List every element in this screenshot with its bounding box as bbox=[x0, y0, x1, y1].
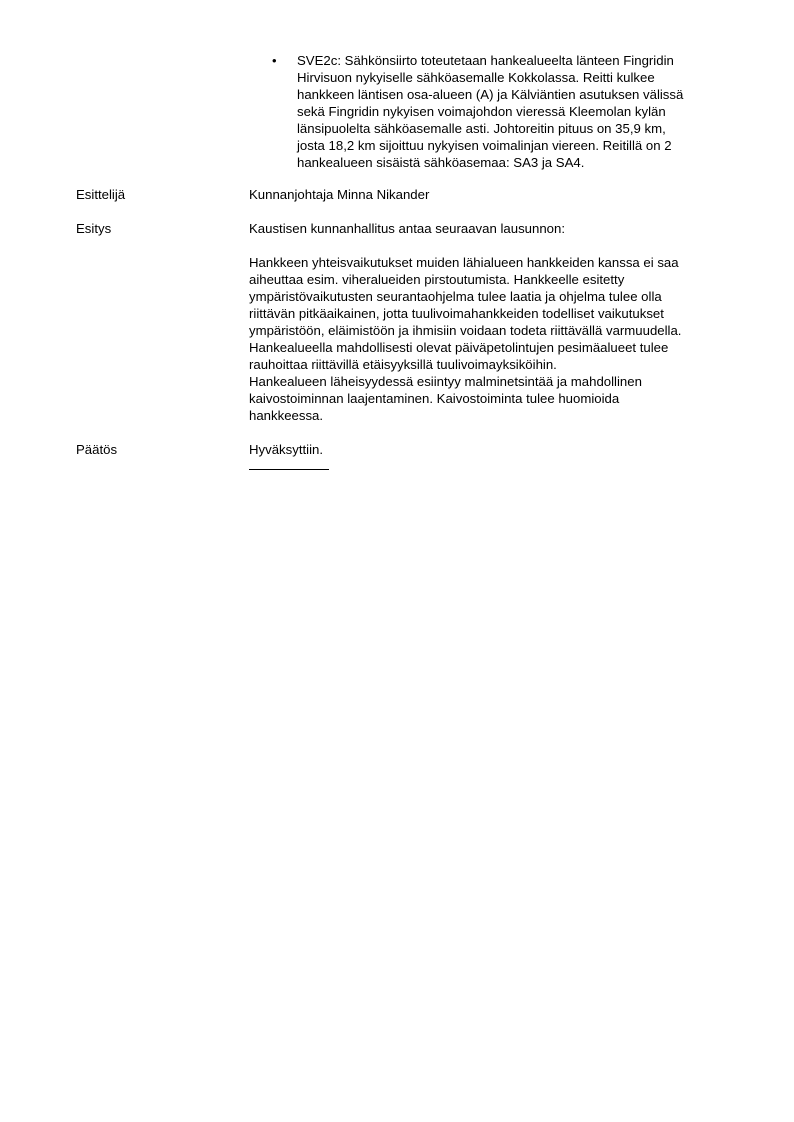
bullet-line: SVE2c: Sähkönsiirto toteutetaan hankealueelta länteen Fingridin bbox=[297, 53, 674, 68]
proposal-line: ympäristöön, eläimistöön ja ihmisiin voidaan todeta riittävällä varmuudella. bbox=[249, 323, 682, 338]
bullet-line: Hirvisuon nykyiselle sähköasemalle Kokkolassa. Reitti kulkee bbox=[297, 70, 655, 85]
proposal-line: riittävän pitkäaikainen, jotta tuulivoimahankkeiden todelliset vaikutukset bbox=[249, 306, 664, 321]
proposal-line: aiheuttaa esim. viheralueiden pirstoutumista. Hankkeelle esitetty bbox=[249, 272, 625, 287]
bullet-line: hankealueen sisäistä sähköasemaa: SA3 ja SA4. bbox=[297, 155, 585, 170]
proposal-line: Hankealueen läheisyydessä esiintyy malminetsintää ja mahdollinen bbox=[249, 374, 642, 389]
bullet-text bbox=[297, 52, 737, 171]
proposal-line: Hankealueella mahdollisesti olevat päiväpetolintujen pesimäalueet tulee bbox=[249, 340, 669, 355]
bullet-line: länsipuolelta sähköasemalle asti. Johtoreitin pituus on 35,9 km, bbox=[297, 121, 666, 136]
bullet-line: sekä Fingridin nykyisen voimajohdon vieressä Kleemolan kylän bbox=[297, 104, 666, 119]
proposal-line: hankkeessa. bbox=[249, 408, 324, 423]
decision-label: Päätös bbox=[76, 442, 118, 457]
proposal-line: kaivostoiminnan laajentaminen. Kaivostoiminta tulee huomioida bbox=[249, 391, 620, 406]
proposal-label: Esitys bbox=[76, 221, 112, 236]
presenter-value: Kunnanjohtaja Minna Nikander bbox=[249, 187, 430, 202]
proposal-body bbox=[249, 220, 739, 424]
proposal-line: ympäristövaikutusten seurantaohjelma tulee laatia ja ohjelma tulee olla bbox=[249, 289, 662, 304]
end-rule bbox=[249, 469, 329, 470]
bullet-line: josta 18,2 km sijoittuu nykyisen voimalinjan viereen. Reitillä on 2 bbox=[297, 138, 672, 153]
proposal-line: Hankkeen yhteisvaikutukset muiden lähialueen hankkeiden kanssa ei saa bbox=[249, 255, 679, 270]
bullet-icon: • bbox=[272, 53, 277, 68]
proposal-line: rauhoittaa riittävillä etäisyyksillä tuulivoimayksiköihin. bbox=[249, 357, 557, 372]
bullet-line: hankkeen läntisen osa-alueen (A) ja Kälviäntien asutuksen välissä bbox=[297, 87, 684, 102]
decision-value: Hyväksyttiin. bbox=[249, 442, 324, 457]
presenter-label: Esittelijä bbox=[76, 187, 126, 202]
proposal-intro: Kaustisen kunnanhallitus antaa seuraavan lausunnon: bbox=[249, 221, 565, 236]
